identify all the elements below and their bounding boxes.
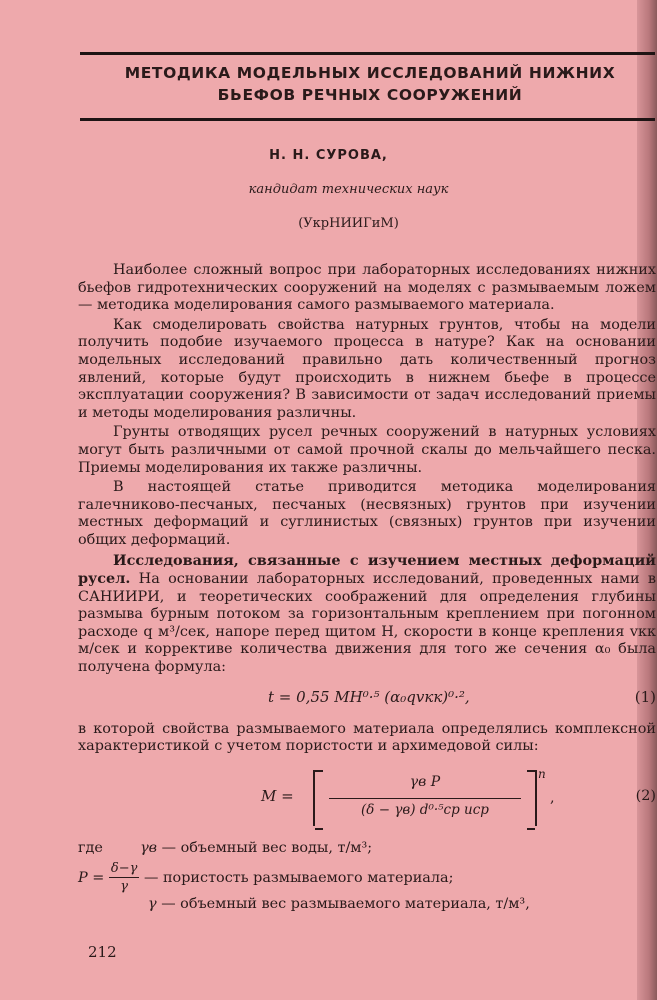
- formula-2: [78, 764, 656, 834]
- paragraph: Грунты отводящих русел речных сооружений в натурных условиях могут быть различными от самой прочной скалы до мельчайшего песка. Приемы моделирования их также различны.: [78, 424, 656, 476]
- formula-2-power: n: [538, 766, 546, 781]
- porosity-denominator: γ: [120, 879, 129, 895]
- formula-1: [78, 685, 656, 717]
- porosity-numerator: δ−γ: [109, 860, 140, 879]
- porosity-description: — пористость размываемого материала;: [143, 869, 454, 886]
- formula-1-expression: t = 0,55 MH⁰·⁵ (α₀qvкк)⁰·²,: [268, 687, 470, 706]
- top-rule: [80, 52, 655, 55]
- definitions: [78, 838, 656, 918]
- formula-2-bracket: [313, 770, 537, 826]
- article-title: [90, 62, 650, 106]
- formula-2-number: (2): [635, 787, 656, 804]
- paragraph: Наиболее сложный вопрос при лабораторных исследованиях нижних бьефов гидротехнических сооружений на моделях с размываемым ложем — методика моделирования самого размываемого материала.: [78, 262, 656, 314]
- formula-2-lhs: M =: [261, 786, 294, 805]
- symbol-gamma: γ: [148, 895, 157, 912]
- formula-1-number: (1): [634, 687, 656, 706]
- bottom-rule: [80, 118, 655, 121]
- section-text: На основании лабораторных исследований, проведенных нами в САНИИРИ, и теоретических соображений для определения глубины размыва бурным потоком за горизонтальным креплением при погонном расходе q м³/сек, напоре перед щитом H, скорости в конце крепления vкк м/сек и коррективе количества движения для того же сечения α₀ была получена формула:: [78, 571, 656, 676]
- definition-gamma-w: [78, 840, 372, 858]
- formula-2-denominator: (δ − γв) d⁰·⁵ср uср: [361, 801, 489, 818]
- gamma-description: — объемный вес размываемого материала, т/м³,: [161, 895, 530, 912]
- paragraph: В настоящей статье приводится методика моделирования галечниково-песчаных, песчаных (несвязных) грунтов при изучении местных деформаций и суглинистых (связных) грунтов при изучении общих деформаций.: [78, 479, 656, 548]
- paragraph: Как смоделировать свойства натурных грунтов, чтобы на модели получить подобие изучаемого процесса в натуре? Как на основании модельных исследований правильно дать количественный прогноз явлений, которые будут происходить в нижнем бьефе в процессе эксплуатации сооружения? В зависимости от задач исследований приемы и методы моделирования различны.: [78, 316, 656, 421]
- title-line-1: МЕТОДИКА МОДЕЛЬНЫХ ИССЛЕДОВАНИЙ НИЖНИХ: [124, 64, 616, 82]
- page-number: 212: [88, 943, 117, 961]
- author-degree: кандидат технических наук: [248, 182, 449, 197]
- definition-porosity: [78, 860, 453, 896]
- paragraph: в которой свойства размываемого материала определялись комплексной характеристикой с учетом пористости и архимедовой силы:: [78, 720, 656, 755]
- definition-gamma: [148, 896, 530, 914]
- section-paragraph: [78, 552, 656, 677]
- author-name: Н. Н. СУРОВА,: [269, 148, 388, 163]
- symbol-gamma-w: γв: [140, 839, 158, 856]
- formula-2-numerator: γв P: [409, 773, 441, 790]
- fraction-bar: [329, 798, 521, 800]
- gamma-w-description: — объемный вес воды, т/м³;: [161, 839, 373, 856]
- formula-2-comma: ,: [550, 789, 555, 806]
- author-org: (УкрНИИГиМ): [298, 216, 399, 231]
- p-lhs: P =: [78, 869, 105, 886]
- article-body: [78, 262, 656, 918]
- porosity-fraction: [109, 860, 140, 896]
- section-heading: Исследования, связанные с изучением местных деформаций русел.: [78, 551, 656, 588]
- where-label: где: [78, 839, 103, 856]
- title-line-2: БЬЕФОВ РЕЧНЫХ СООРУЖЕНИЙ: [217, 86, 523, 104]
